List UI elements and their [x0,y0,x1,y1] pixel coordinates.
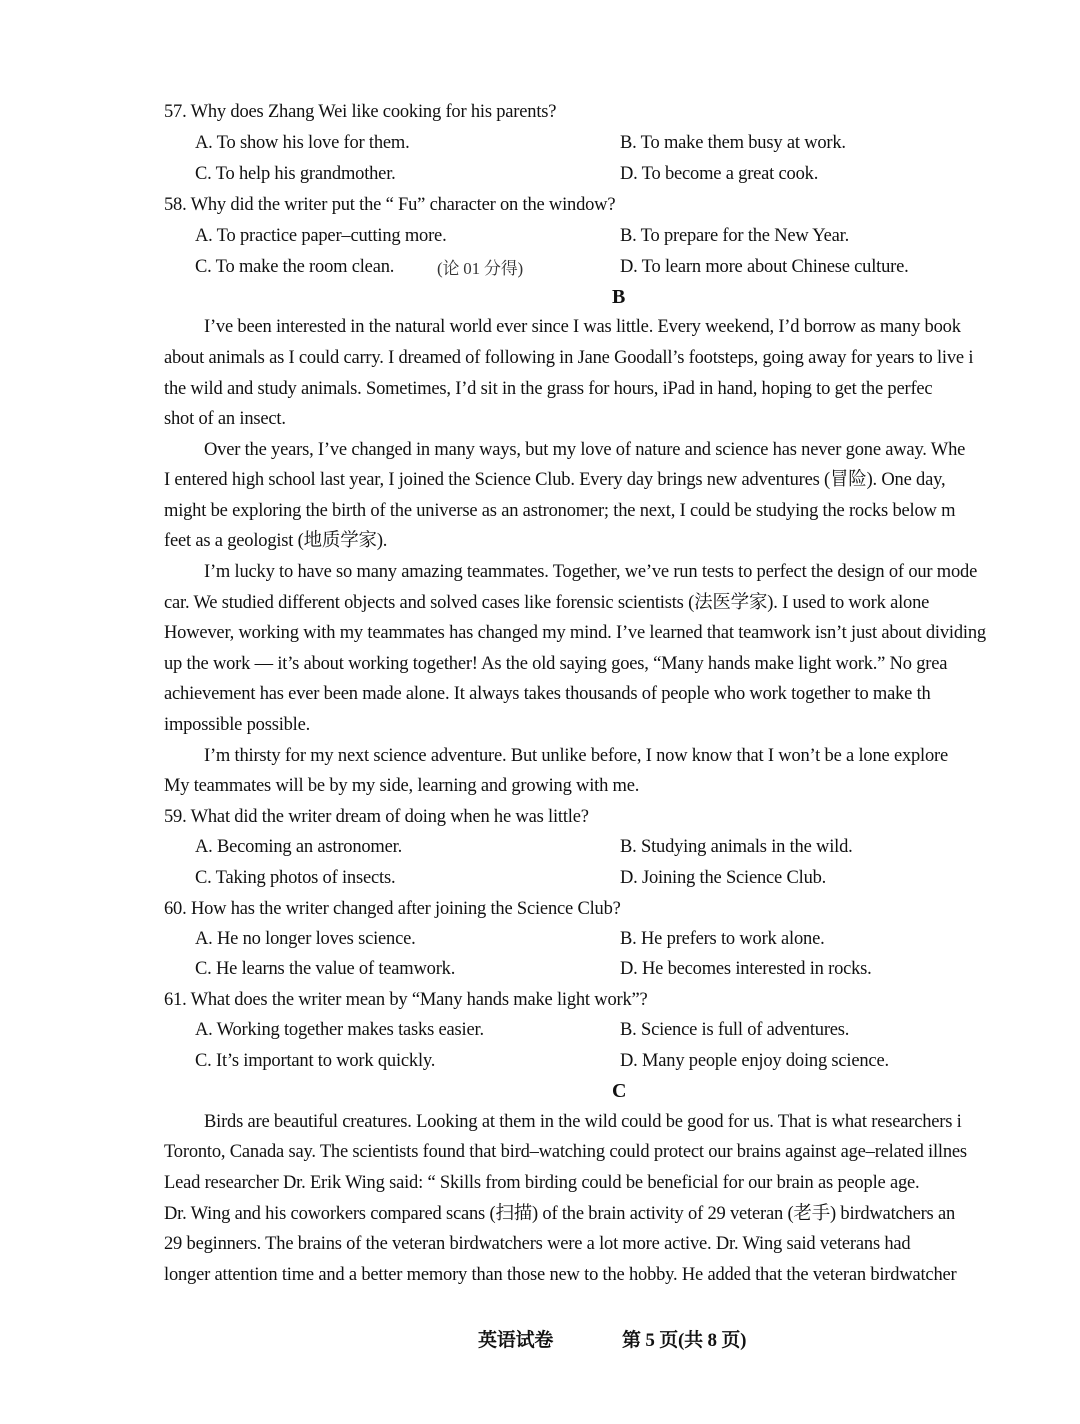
passage-b-line: I’m thirsty for my next science adventure. But unlike before, I now know that I won’t be a lone explore [204,746,949,766]
passage-b-line: However, working with my teammates has changed my mind. I’ve learned that teamwork isn’t just about dividing [164,623,986,643]
passage-b-line: My teammates will be by my side, learning and growing with me. [164,776,640,796]
question-60-option-c: C. He learns the value of teamwork. [195,959,456,979]
question-57-stem: 57. Why does Zhang Wei like cooking for his parents? [164,102,557,122]
question-61-stem: 61. What does the writer mean by “Many hands make light work”? [164,990,648,1010]
question-58-option-b: B. To prepare for the New Year. [620,226,850,246]
passage-b-line: might be exploring the birth of the universe as an astronomer; the next, I could be studying the rocks below m [164,501,956,521]
question-60-option-d: D. He becomes interested in rocks. [620,959,872,979]
question-61-option-c: C. It’s important to work quickly. [195,1051,436,1071]
passage-c-line: longer attention time and a better memory than those new to the hobby. He added that the veteran birdwatcher [164,1265,957,1285]
question-59-option-a: A. Becoming an astronomer. [195,837,402,857]
passage-b-line: achievement has ever been made alone. It always takes thousands of people who work together to make th [164,684,931,704]
passage-c-line: 29 beginners. The brains of the veteran birdwatchers were a lot more active. Dr. Wing said veterans had [164,1234,911,1254]
question-59-stem: 59. What did the writer dream of doing when he was little? [164,807,589,827]
margin-note: (论 01 分得) [437,259,524,278]
passage-c-line: Dr. Wing and his coworkers compared scans (扫描) of the brain activity of 29 veteran (老手) birdwatchers an [164,1204,956,1224]
passage-c-line: Toronto, Canada say. The scientists found that bird–watching could protect our brains against age–related illnes [164,1142,967,1162]
passage-b-line: the wild and study animals. Sometimes, I’d sit in the grass for hours, iPad in hand, hoping to get the perfec [164,379,933,399]
footer-page-number: 第 5 页(共 8 页) [622,1330,747,1351]
passage-b-line: up the work — it’s about working together! As the old saying goes, “Many hands make light work.” No grea [164,654,948,674]
passage-b-line: Over the years, I’ve changed in many ways, but my love of nature and science has never gone away. Whe [204,440,966,460]
question-57-option-a: A. To show his love for them. [195,133,410,153]
question-57-option-b: B. To make them busy at work. [620,133,846,153]
passage-b-line: shot of an insect. [164,409,286,429]
passage-b-line: I’ve been interested in the natural world ever since I was little. Every weekend, I’d borrow as many book [204,317,961,337]
footer-subject: 英语试卷 [478,1330,554,1351]
question-60-option-b: B. He prefers to work alone. [620,929,825,949]
question-61-option-b: B. Science is full of adventures. [620,1020,850,1040]
question-57-option-c: C. To help his grandmother. [195,164,396,184]
section-b-heading: B [612,286,626,308]
passage-b-line: about animals as I could carry. I dreamed of following in Jane Goodall’s footsteps, going away for years to live i [164,348,974,368]
question-60-option-a: A. He no longer loves science. [195,929,416,949]
question-58-option-a: A. To practice paper–cutting more. [195,226,447,246]
question-57-option-d: D. To become a great cook. [620,164,819,184]
passage-b-line: car. We studied different objects and solved cases like forensic scientists (法医学家). I used to work alone [164,593,930,613]
question-58-stem: 58. Why did the writer put the “ Fu” character on the window? [164,195,616,215]
passage-b-line: feet as a geologist (地质学家). [164,531,388,551]
question-61-option-a: A. Working together makes tasks easier. [195,1020,484,1040]
question-59-option-b: B. Studying animals in the wild. [620,837,853,857]
section-c-heading: C [612,1080,627,1102]
passage-c-line: Birds are beautiful creatures. Looking at them in the wild could be good for us. That is what researchers i [204,1112,962,1132]
question-61-option-d: D. Many people enjoy doing science. [620,1051,889,1071]
question-58-option-d: D. To learn more about Chinese culture. [620,257,909,277]
passage-b-line: impossible possible. [164,715,311,735]
question-59-option-d: D. Joining the Science Club. [620,868,827,888]
passage-c-line: Lead researcher Dr. Erik Wing said: “ Skills from birding could be beneficial for our brain as people age. [164,1173,920,1193]
question-58-option-c: C. To make the room clean. [195,257,395,277]
passage-b-line: I’m lucky to have so many amazing teammates. Together, we’ve run tests to perfect the design of our mode [204,562,978,582]
question-59-option-c: C. Taking photos of insects. [195,868,396,888]
question-60-stem: 60. How has the writer changed after joining the Science Club? [164,899,621,919]
passage-b-line: I entered high school last year, I joined the Science Club. Every day brings new adventures (冒险). One day, [164,470,946,490]
